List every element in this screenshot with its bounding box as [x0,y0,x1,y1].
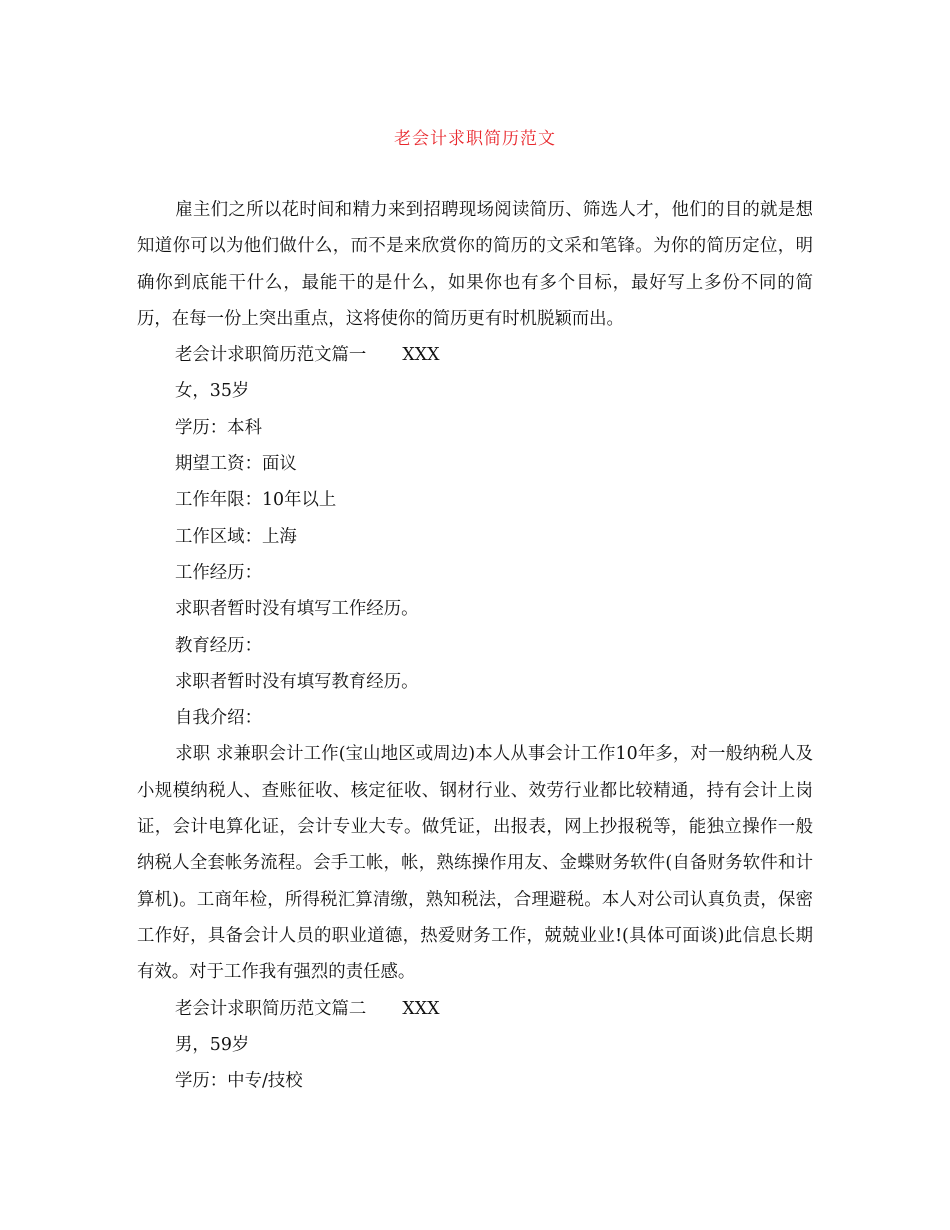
sample1-work-label: 工作经历： [175,562,262,583]
sample1-name: XXX [402,345,440,366]
sample2-education: 学历：中专/技校 [175,1071,303,1092]
page-title: 老会计求职简历范文 [394,129,556,149]
sample1-edu-label: 教育经历： [175,635,262,656]
sample1-intro-label: 自我介绍： [175,708,262,729]
sample2-heading-line [137,991,813,1027]
sample1-heading-line [137,337,813,373]
sample1-heading: 老会计求职简历范文篇一 [175,345,367,366]
sample1-work-text: 求职者暂时没有填写工作经历。 [175,599,419,620]
sample1-area: 工作区域：上海 [175,526,297,547]
intro-paragraph: 雇主们之所以花时间和精力来到招聘现场阅读简历、筛选人才，他们的目的就是想知道你可以为他们做什么，而不是来欣赏你的简历的文采和笔锋。为你的简历定位，明确你到底能干什么，最能干的是什么，如果你也有多个目标，最好写上多份不同的简历，在每一份上突出重点，这将使你的简历更有时机脱颖而出。 [137,200,813,329]
sample1-edu-text: 求职者暂时没有填写教育经历。 [175,671,419,692]
document-body [137,192,813,1099]
sample1-intro-paragraph: 求职 求兼职会计工作(宝山地区或周边)本人从事会计工作10年多，对一般纳税人及小规模纳税人、查账征收、核定征收、钢材行业、效劳行业都比较精通，持有会计上岗证，会计电算化证，会计专业大专。做凭证，出报表，网上抄报税等，能独立操作一般纳税人全套帐务流程。会手工帐，帐，熟练操作用友、金蝶财务软件(自备财务软件和计算机)。工商年检，所得税汇算清缴，熟知税法，合理避税。本人对公司认真负责，保密工作好，具备会计人员的职业道德，热爱财务工作，兢兢业业!(具体可面谈)此信息长期有效。对于工作我有强烈的责任感。 [137,744,813,983]
sample2-heading: 老会计求职简历范文篇二 [175,998,367,1019]
sample1-salary: 期望工资：面议 [175,454,297,475]
sample1-gender-age: 女，35岁 [175,381,250,402]
sample2-gender-age: 男，59岁 [175,1034,250,1055]
sample1-years: 工作年限：10年以上 [175,490,337,511]
sample2-name: XXX [402,998,440,1019]
sample1-education: 学历：本科 [175,417,262,438]
